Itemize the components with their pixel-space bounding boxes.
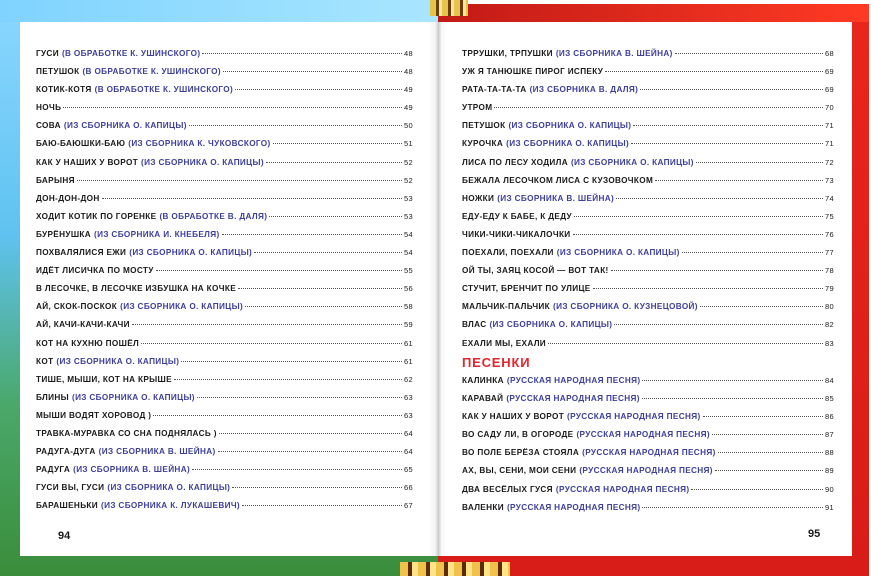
entry-title: АЙ, СКОК-ПОСКОК xyxy=(36,302,118,312)
entry-title: ЧИКИ-ЧИКИ-ЧИКАЛОЧКИ xyxy=(462,229,571,239)
entry-page-number: 50 xyxy=(403,121,413,131)
toc-entry xyxy=(462,266,834,284)
toc-entry xyxy=(36,194,413,212)
entry-source: (РУССКАЯ НАРОДНАЯ ПЕСНЯ) xyxy=(579,466,713,476)
book-gutter xyxy=(434,22,442,556)
dot-leader xyxy=(691,489,823,490)
entry-title: УТРОМ xyxy=(462,103,493,113)
entry-page-number: 54 xyxy=(403,248,413,258)
dot-leader xyxy=(102,198,402,199)
dot-leader xyxy=(197,397,402,398)
entry-title: КАЛИНКА xyxy=(462,376,504,385)
entry-page-number: 62 xyxy=(403,374,413,384)
dot-leader xyxy=(605,71,823,72)
entry-source: (В ОБРАБОТКЕ К. УШИНСКОГО) xyxy=(61,49,201,58)
entry-page-number: 66 xyxy=(403,483,413,493)
toc-entry xyxy=(36,465,413,483)
toc-entry xyxy=(36,176,413,194)
toc-entry xyxy=(36,339,413,357)
dot-leader xyxy=(611,270,823,271)
dot-leader xyxy=(235,89,402,90)
dot-leader xyxy=(245,306,402,307)
dot-leader xyxy=(181,361,402,362)
entry-page-number: 71 xyxy=(824,121,834,131)
toc-entry xyxy=(462,503,834,521)
toc-entry xyxy=(36,85,413,103)
entry-title: СОВА xyxy=(36,121,61,131)
entry-source: (ИЗ СБОРНИКА О. КАПИЦЫ) xyxy=(506,139,630,149)
entry-page-number: 91 xyxy=(824,502,834,512)
entry-title: АЙ, КАЧИ-КАЧИ-КАЧИ xyxy=(36,320,130,330)
entry-page-number: 49 xyxy=(403,103,413,113)
toc-entry xyxy=(462,176,834,194)
entry-source: (РУССКАЯ НАРОДНАЯ ПЕСНЯ) xyxy=(506,502,641,512)
dot-leader xyxy=(156,270,402,271)
toc-entry xyxy=(462,284,834,302)
entry-source: (ИЗ СБОРНИКА О. КАПИЦЫ) xyxy=(107,483,231,493)
dot-leader xyxy=(266,162,402,163)
entry-source: (РУССКАЯ НАРОДНАЯ ПЕСНЯ) xyxy=(576,430,710,440)
toc-entry xyxy=(462,103,834,121)
dot-leader xyxy=(238,288,402,289)
toc-entry xyxy=(36,393,413,411)
entry-page-number: 78 xyxy=(824,266,834,276)
toc-entry xyxy=(462,139,834,157)
toc-entry xyxy=(462,212,834,230)
entry-page-number: 70 xyxy=(824,103,834,113)
entry-page-number: 61 xyxy=(403,356,413,366)
dot-leader xyxy=(254,252,402,253)
entry-title: БУРЁНУШКА xyxy=(36,229,92,239)
dot-leader xyxy=(573,234,823,235)
dot-leader xyxy=(593,288,823,289)
dot-leader xyxy=(153,415,402,416)
entry-source: (ИЗ СБОРНИКА В. ШЕЙНА) xyxy=(73,465,191,475)
dot-leader xyxy=(192,469,402,470)
toc-entry xyxy=(36,411,413,429)
entry-title: РАТА-ТА-ТА-ТА xyxy=(462,85,527,95)
entry-page-number: 69 xyxy=(824,85,834,95)
dot-leader xyxy=(633,125,823,126)
dot-leader xyxy=(703,416,823,417)
entry-source: (ИЗ СБОРНИКА И. КНЕБЕЛЯ) xyxy=(94,229,220,239)
entry-source: (ИЗ СБОРНИКА О. КАПИЦЫ) xyxy=(56,356,180,366)
entry-page-number: 61 xyxy=(403,338,413,348)
toc-entry xyxy=(462,466,834,484)
dot-leader xyxy=(548,343,823,344)
toc-entry xyxy=(462,194,834,212)
entry-title: ТРPУШКИ, ТРПУШКИ xyxy=(462,49,553,58)
toc-entry xyxy=(36,320,413,338)
entry-page-number: 77 xyxy=(824,248,834,258)
toc-entry xyxy=(462,67,834,85)
dot-leader xyxy=(631,143,823,144)
entry-title: ХОДИТ КОТИК ПО ГОРЕНКЕ xyxy=(36,211,157,221)
entry-page-number: 71 xyxy=(824,139,834,149)
toc-entry xyxy=(36,266,413,284)
toc-entry xyxy=(36,139,413,157)
entry-title: ПЕТУШОК xyxy=(36,67,80,77)
entry-title: РАДУГА-ДУГА xyxy=(36,447,96,457)
toc-entry xyxy=(462,248,834,266)
entry-title: ИДЁТ ЛИСИЧКА ПО МОСТУ xyxy=(36,266,154,276)
entry-title: ТРАВКА-МУРАВКА СО СНА ПОДНЯЛАСЬ ) xyxy=(36,428,217,438)
entry-title: ОЙ ТЫ, ЗАЯЦ КОСОЙ — ВОТ ТАК! xyxy=(462,266,609,276)
entry-source: (В ОБРАБОТКЕ В. ДАЛЯ) xyxy=(159,211,268,221)
entry-title: КОТИК-КОТЯ xyxy=(36,85,92,95)
dot-leader xyxy=(202,53,402,54)
entry-page-number: 76 xyxy=(824,229,834,239)
entry-source: (ИЗ СБОРНИКА О. КАПИЦЫ) xyxy=(489,320,613,330)
entry-title: ВЛАС xyxy=(462,320,487,330)
dot-leader xyxy=(718,452,823,453)
entry-source: (В ОБРАБОТКЕ К. УШИНСКОГО) xyxy=(82,67,221,77)
spine-ornament-bottom xyxy=(400,562,510,576)
entry-page-number: 80 xyxy=(824,302,834,312)
entry-source: (РУССКАЯ НАРОДНАЯ ПЕСНЯ) xyxy=(555,484,690,494)
entry-page-number: 90 xyxy=(824,484,834,494)
toc-entry xyxy=(36,483,413,501)
toc-entry xyxy=(36,284,413,302)
entry-source: (В ОБРАБОТКЕ К. УШИНСКОГО) xyxy=(94,85,234,95)
dot-leader xyxy=(223,71,402,72)
entry-page-number: 84 xyxy=(824,376,834,385)
dot-leader xyxy=(675,53,823,54)
entry-page-number: 65 xyxy=(403,465,413,475)
entry-page-number: 82 xyxy=(824,320,834,330)
entry-title: В ЛЕСОЧКЕ, В ЛЕСОЧКЕ ИЗБУШКА НА КОЧКЕ xyxy=(36,284,237,294)
entry-title: МАЛЬЧИК-ПАЛЬЧИК xyxy=(462,302,551,312)
toc-list-left xyxy=(36,49,413,519)
dot-leader xyxy=(715,470,823,471)
dot-leader xyxy=(219,433,402,434)
right-page xyxy=(438,22,852,556)
entry-source: (ИЗ СБОРНИКА В. ШЕЙНА) xyxy=(497,193,615,203)
entry-title: ДВА ВЕСЁЛЫХ ГУСЯ xyxy=(462,484,553,494)
entry-page-number: 54 xyxy=(403,229,413,239)
toc-entry xyxy=(462,121,834,139)
entry-page-number: 56 xyxy=(403,284,413,294)
entry-title: НОЖКИ xyxy=(462,193,495,203)
entry-source: (ИЗ СБОРНИКА О. КАПИЦЫ) xyxy=(120,302,244,312)
toc-entry xyxy=(462,85,834,103)
entry-source: (РУССКАЯ НАРОДНАЯ ПЕСНЯ) xyxy=(582,448,716,458)
entry-title: АХ, ВЫ, СЕНИ, МОИ СЕНИ xyxy=(462,466,577,476)
toc-entry xyxy=(462,302,834,320)
toc-entry xyxy=(36,103,413,121)
entry-title: КОТ НА КУХНЮ ПОШЁЛ xyxy=(36,338,140,348)
entry-page-number: 51 xyxy=(403,139,413,149)
entry-source: (ИЗ СБОРНИКА О. КАПИЦЫ) xyxy=(556,248,680,258)
dot-leader xyxy=(642,380,823,381)
entry-source: (ИЗ СБОРНИКА К. ЛУКАШЕВИЧ) xyxy=(101,501,240,511)
entry-source: (ИЗ СБОРНИКА О. КАПИЦЫ) xyxy=(63,121,187,131)
entry-title: БАЮ-БАЮШКИ-БАЮ xyxy=(36,139,126,149)
entry-page-number: 49 xyxy=(403,85,413,95)
toc-entry xyxy=(36,49,413,67)
entry-page-number: 64 xyxy=(403,428,413,438)
dot-leader xyxy=(273,143,402,144)
dot-leader xyxy=(63,107,402,108)
toc-entry xyxy=(36,375,413,393)
entry-title: БЛИНЫ xyxy=(36,392,69,402)
toc-entry xyxy=(36,357,413,375)
entry-page-number: 83 xyxy=(824,338,834,348)
dot-leader xyxy=(77,180,402,181)
entry-title: ЕДУ-ЕДУ К БАБЕ, К ДЕДУ xyxy=(462,211,572,221)
entry-title: КАРАВАЙ xyxy=(462,394,504,404)
toc-entry xyxy=(462,158,834,176)
entry-page-number: 55 xyxy=(403,266,413,276)
dot-leader xyxy=(616,198,823,199)
dot-leader xyxy=(696,162,823,163)
toc-entry xyxy=(36,447,413,465)
entry-source: (ИЗ СБОРНИКА О. КАПИЦЫ) xyxy=(508,121,632,131)
entry-page-number: 89 xyxy=(824,466,834,476)
entry-title: КУРОЧКА xyxy=(462,139,504,149)
toc-entry xyxy=(36,67,413,85)
entry-source: (РУССКАЯ НАРОДНАЯ ПЕСНЯ) xyxy=(506,394,640,404)
entry-source: (РУССКАЯ НАРОДНАЯ ПЕСНЯ) xyxy=(506,376,641,385)
entry-page-number: 85 xyxy=(824,394,834,404)
entry-page-number: 59 xyxy=(403,320,413,330)
entry-page-number: 74 xyxy=(824,193,834,203)
toc-entry xyxy=(462,339,834,357)
toc-entry xyxy=(36,158,413,176)
toc-entry xyxy=(462,394,834,412)
entry-title: ГУСИ xyxy=(36,49,59,58)
entry-source: (РУССКАЯ НАРОДНАЯ ПЕСНЯ) xyxy=(567,412,701,422)
dot-leader xyxy=(655,180,823,181)
entry-page-number: 87 xyxy=(824,430,834,440)
entry-title: БАРАШЕНЬКИ xyxy=(36,501,99,511)
entry-title: УЖ Я ТАНЮШКЕ ПИРОГ ИСПЕКУ xyxy=(462,67,604,77)
spine-ornament-top xyxy=(430,0,468,16)
entry-title: БЕЖАЛА ЛЕСОЧКОМ ЛИСА С КУЗОВОЧКОМ xyxy=(462,175,654,185)
entry-source: (ИЗ СБОРНИКА О. КАПИЦЫ) xyxy=(570,157,694,167)
entry-title: ПЕТУШОК xyxy=(462,121,506,131)
toc-entry xyxy=(462,376,834,394)
toc-entry xyxy=(462,448,834,466)
entry-page-number: 48 xyxy=(403,49,413,58)
entry-page-number: 86 xyxy=(824,412,834,422)
entry-source: (ИЗ СБОРНИКА О. КАПИЦЫ) xyxy=(141,157,264,167)
toc-entry xyxy=(462,430,834,448)
entry-title: ДОН-ДОН-ДОН xyxy=(36,193,100,203)
toc-entry xyxy=(462,412,834,430)
dot-leader xyxy=(494,107,823,108)
entry-page-number: 63 xyxy=(403,392,413,402)
toc-entry xyxy=(36,302,413,320)
toc-entry xyxy=(462,485,834,503)
dot-leader xyxy=(682,252,823,253)
entry-title: ВО ПОЛЕ БЕРЁЗА СТОЯЛА xyxy=(462,448,580,458)
entry-page-number: 68 xyxy=(824,49,834,58)
entry-page-number: 58 xyxy=(403,302,413,312)
toc-list-right xyxy=(462,49,834,357)
dot-leader xyxy=(640,89,823,90)
toc-entry xyxy=(36,121,413,139)
entry-page-number: 52 xyxy=(403,175,413,185)
entry-source: (ИЗ СБОРНИКА О. КАПИЦЫ) xyxy=(72,392,195,402)
toc-entry xyxy=(36,501,413,519)
dot-leader xyxy=(222,234,402,235)
entry-page-number: 72 xyxy=(824,157,834,167)
entry-page-number: 64 xyxy=(403,447,413,457)
toc-entry xyxy=(462,230,834,248)
entry-title: ЛИСА ПО ЛЕСУ ХОДИЛА xyxy=(462,157,568,167)
toc-entry xyxy=(36,212,413,230)
dot-leader xyxy=(712,434,823,435)
entry-page-number: 69 xyxy=(824,67,834,77)
entry-page-number: 48 xyxy=(403,67,413,77)
toc-entry xyxy=(462,49,834,67)
entry-page-number: 63 xyxy=(403,410,413,420)
left-page xyxy=(20,22,437,556)
entry-title: ПОЕХАЛИ, ПОЕХАЛИ xyxy=(462,248,554,258)
dot-leader xyxy=(174,379,402,380)
dot-leader xyxy=(218,451,402,452)
entry-title: НОЧЬ xyxy=(36,103,62,113)
entry-source: (ИЗ СБОРНИКА К. ЧУКОВСКОГО) xyxy=(128,139,271,149)
dot-leader xyxy=(242,505,402,506)
entry-source: (ИЗ СБОРНИКА В. ШЕЙНА) xyxy=(555,49,673,58)
entry-title: БАРЫНЯ xyxy=(36,175,75,185)
book-cover-left-edge xyxy=(0,0,438,22)
entry-title: МЫШИ ВОДЯТ ХОРОВОД ) xyxy=(36,410,152,420)
entry-source: (ИЗ СБОРНИКА О. КАПИЦЫ) xyxy=(129,248,253,258)
toc-list-songs xyxy=(462,376,834,521)
entry-source: (ИЗ СБОРНИКА В. ДАЛЯ) xyxy=(529,85,639,95)
entry-page-number: 53 xyxy=(403,193,413,203)
page-number-right: 95 xyxy=(808,528,821,540)
entry-title: СТУЧИТ, БРЕНЧИТ ПО УЛИЦЕ xyxy=(462,284,591,294)
entry-page-number: 75 xyxy=(824,211,834,221)
entry-title: ПОХВАЛЯЛИСЯ ЕЖИ xyxy=(36,248,127,258)
entry-title: РАДУГА xyxy=(36,465,71,475)
entry-title: КАК У НАШИХ У ВОРОТ xyxy=(462,412,565,422)
entry-source: (ИЗ СБОРНИКА О. КУЗНЕЦОВОЙ) xyxy=(553,302,698,312)
toc-entry xyxy=(462,320,834,338)
entry-source: (ИЗ СБОРНИКА В. ШЕЙНА) xyxy=(98,447,216,457)
dot-leader xyxy=(141,343,402,344)
entry-title: ВАЛЕНКИ xyxy=(462,502,504,512)
dot-leader xyxy=(189,125,402,126)
entry-page-number: 53 xyxy=(403,211,413,221)
book-cover-right-edge xyxy=(438,4,869,22)
entry-title: ВО САДУ ЛИ, В ОГОРОДЕ xyxy=(462,430,574,440)
dot-leader xyxy=(132,324,402,325)
section-heading: ПЕСЕНКИ xyxy=(462,355,531,370)
entry-page-number: 67 xyxy=(403,501,413,511)
toc-entry xyxy=(36,230,413,248)
entry-page-number: 79 xyxy=(824,284,834,294)
entry-title: КОТ xyxy=(36,356,54,366)
dot-leader xyxy=(574,216,823,217)
entry-title: ЕХАЛИ МЫ, ЕХАЛИ xyxy=(462,338,547,348)
dot-leader xyxy=(269,216,402,217)
dot-leader xyxy=(232,487,402,488)
dot-leader xyxy=(700,306,823,307)
entry-page-number: 52 xyxy=(403,157,413,167)
dot-leader xyxy=(614,324,823,325)
entry-page-number: 88 xyxy=(824,448,834,458)
entry-page-number: 73 xyxy=(824,175,834,185)
entry-title: КАК У НАШИХ У ВОРОТ xyxy=(36,157,139,167)
entry-title: ТИШЕ, МЫШИ, КОТ НА КРЫШЕ xyxy=(36,374,172,384)
page-number-left: 94 xyxy=(58,530,71,542)
dot-leader xyxy=(642,398,823,399)
toc-entry xyxy=(36,429,413,447)
entry-title: ГУСИ ВЫ, ГУСИ xyxy=(36,483,105,493)
toc-entry xyxy=(36,248,413,266)
dot-leader xyxy=(642,507,822,508)
